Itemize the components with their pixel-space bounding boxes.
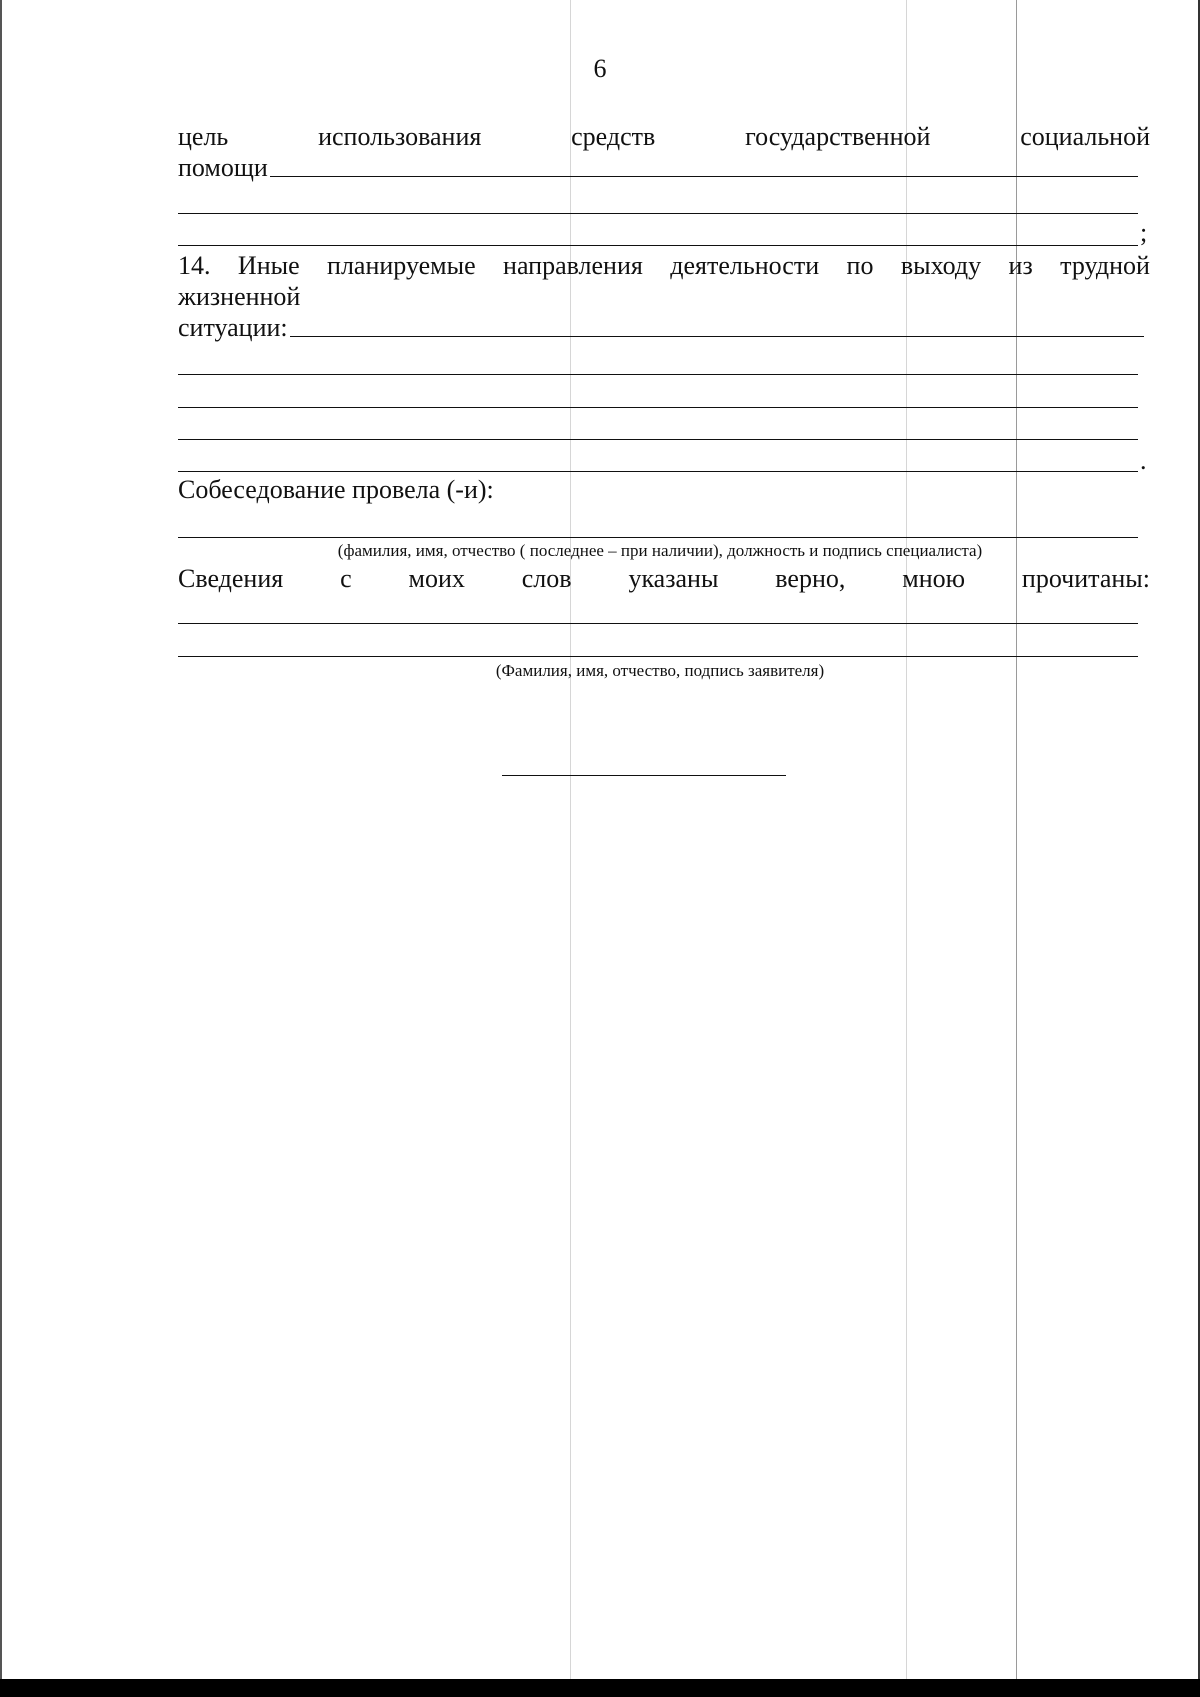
word: мною bbox=[902, 564, 966, 593]
word: слов bbox=[521, 564, 572, 593]
interviewer-caption: (фамилия, имя, отчество ( последнее – при наличии), должность и подпись специалиста) bbox=[337, 541, 983, 560]
word: по bbox=[846, 251, 874, 280]
confirmation-block bbox=[178, 563, 1150, 594]
interview-label: Собеседование провела (-и): bbox=[178, 475, 494, 504]
confirmation-line bbox=[178, 563, 1150, 594]
section-14-line bbox=[178, 250, 1150, 281]
aid-purpose-field[interactable] bbox=[178, 152, 1138, 183]
word: деятельности bbox=[670, 251, 820, 280]
situation-field[interactable] bbox=[178, 312, 1144, 343]
word: верно, bbox=[775, 564, 846, 593]
section-14-block bbox=[178, 250, 1150, 343]
blank-line[interactable] bbox=[178, 374, 1138, 375]
line-end-mark: . bbox=[1140, 446, 1147, 475]
blank-line[interactable] bbox=[178, 245, 1138, 246]
word: трудной bbox=[1060, 251, 1150, 280]
word: из bbox=[1008, 251, 1033, 280]
blank-line[interactable] bbox=[178, 471, 1138, 472]
page-number: 6 bbox=[593, 54, 607, 83]
word: выходу bbox=[900, 251, 982, 280]
word: указаны bbox=[628, 564, 719, 593]
aid-purpose-label: помощи bbox=[178, 153, 268, 182]
aid-purpose-block bbox=[178, 121, 1150, 183]
word: государственной bbox=[745, 122, 931, 151]
word: средств bbox=[571, 122, 656, 151]
applicant-caption: (Фамилия, имя, отчество, подпись заявителя) bbox=[495, 661, 825, 680]
interviewer-signature-line[interactable] bbox=[178, 537, 1138, 538]
word: использования bbox=[318, 122, 482, 151]
blank-line[interactable] bbox=[290, 336, 1144, 337]
word: цель bbox=[178, 122, 229, 151]
word: с bbox=[340, 564, 352, 593]
aid-purpose-line bbox=[178, 121, 1150, 152]
section-14-line-2: жизненной bbox=[178, 282, 301, 311]
blank-line[interactable] bbox=[178, 439, 1138, 440]
word: Сведения bbox=[178, 564, 284, 593]
scan-edge-left bbox=[0, 0, 2, 1679]
line-end-mark: ; bbox=[1140, 218, 1148, 247]
applicant-line[interactable] bbox=[178, 623, 1138, 624]
word: Иные bbox=[237, 251, 300, 280]
scan-bottom-border bbox=[0, 1679, 1200, 1697]
blank-line[interactable] bbox=[178, 213, 1138, 214]
closing-separator-line bbox=[502, 775, 786, 776]
word: социальной bbox=[1020, 122, 1150, 151]
word: прочитаны: bbox=[1021, 564, 1150, 593]
word: 14. bbox=[178, 251, 211, 280]
blank-line[interactable] bbox=[178, 407, 1138, 408]
word: моих bbox=[408, 564, 465, 593]
situation-label: ситуации: bbox=[178, 313, 288, 342]
word: планируемые bbox=[327, 251, 476, 280]
blank-line[interactable] bbox=[270, 176, 1138, 177]
word: направления bbox=[503, 251, 643, 280]
applicant-signature-line[interactable] bbox=[178, 656, 1138, 657]
